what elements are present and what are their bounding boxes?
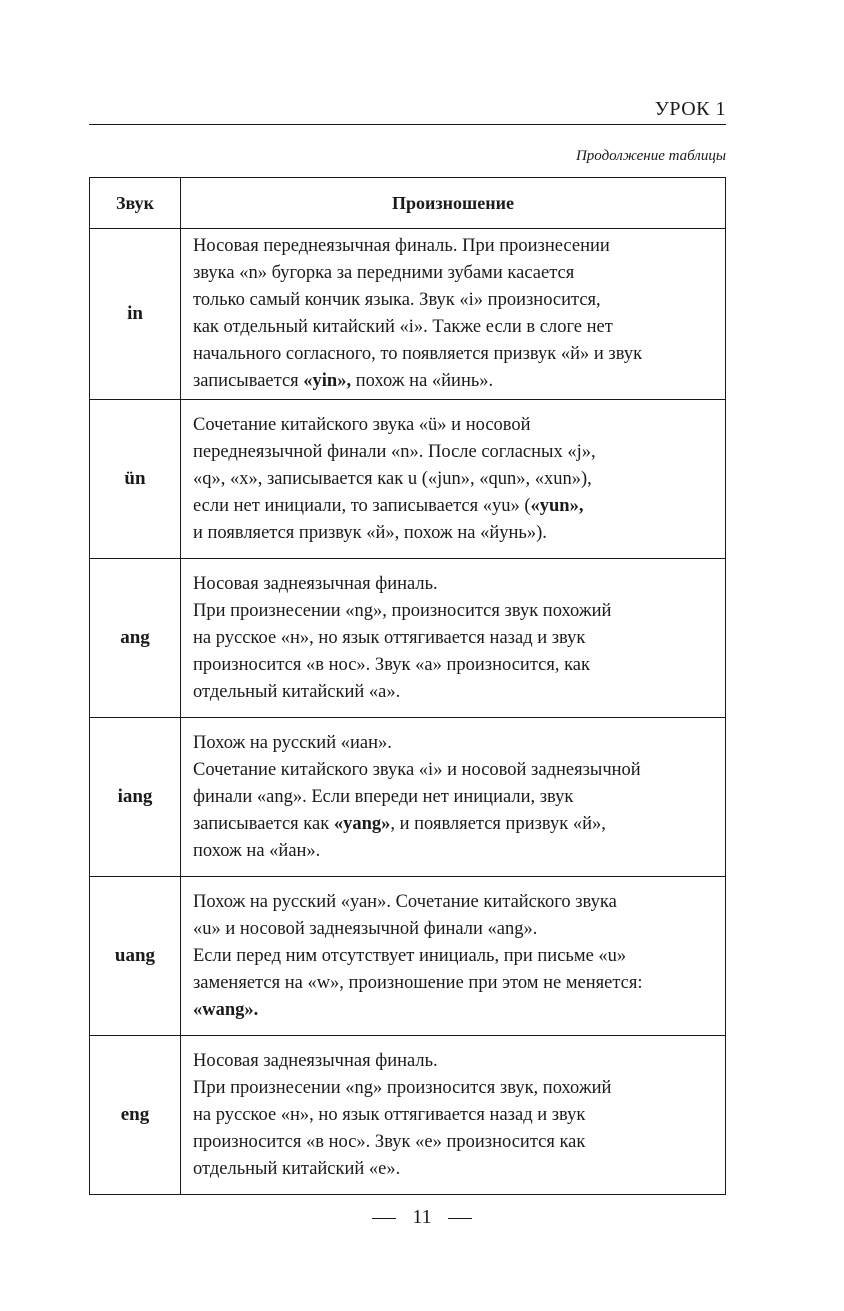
bold-term: «yang»	[333, 813, 391, 834]
pronunciation-line	[193, 889, 715, 916]
text-segment: похож на «йан».	[193, 840, 321, 861]
pronunciation-line	[193, 314, 715, 341]
text-segment: записывается как	[193, 813, 334, 834]
header-rule	[89, 124, 726, 125]
pronunciation-line	[193, 652, 715, 679]
text-segment: произносится «в нос». Звук «a» произносится, как	[193, 654, 591, 675]
pronunciation-line	[193, 1156, 715, 1183]
pronunciation-line	[193, 730, 715, 757]
table-row	[90, 877, 726, 1036]
text-segment: Сочетание китайского звука «i» и носовой заднеязычной	[193, 759, 641, 780]
pronunciation-cell	[181, 229, 726, 400]
text-segment: При произнесении «ng» произносится звук, похожий	[193, 1077, 612, 1098]
text-segment: Носовая заднеязычная финаль.	[193, 573, 438, 594]
table-row	[90, 718, 726, 877]
pronunciation-cell	[181, 1036, 726, 1195]
text-segment: Похож на русский «уан». Сочетание китайского звука	[193, 891, 617, 912]
pronunciation-line	[193, 598, 715, 625]
pronunciation-table	[89, 177, 726, 1195]
text-segment: отдельный китайский «a».	[193, 681, 401, 702]
pronunciation-cell	[181, 559, 726, 718]
text-segment: записывается	[193, 371, 304, 391]
pronunciation-cell	[181, 718, 726, 877]
sound-cell: uang	[90, 877, 181, 1036]
pronunciation-line	[193, 838, 715, 865]
text-segment: Если перед ним отсутствует инициаль, при письме «u»	[193, 945, 627, 966]
pronunciation-line	[193, 287, 715, 314]
sound-cell: eng	[90, 1036, 181, 1195]
text-segment: Носовая заднеязычная финаль.	[193, 1050, 438, 1071]
text-segment: на русское «н», но язык оттягивается назад и звук	[193, 1104, 586, 1125]
pronunciation-line	[193, 493, 715, 520]
text-segment: «u» и носовой заднеязычной финали «ang».	[193, 918, 538, 939]
text-segment: финали «ang». Если впереди нет инициали, звук	[193, 786, 574, 807]
text-segment: звука «n» бугорка за передними зубами касается	[193, 263, 575, 283]
pronunciation-line	[193, 757, 715, 784]
pronunciation-line	[193, 520, 715, 547]
column-header-pronunciation: Произношение	[181, 178, 726, 229]
pronunciation-line	[193, 916, 715, 943]
pronunciation-line	[193, 1129, 715, 1156]
pronunciation-cell	[181, 400, 726, 559]
bold-term: «yun»,	[530, 495, 584, 516]
bold-term: «yin»,	[303, 371, 352, 391]
pronunciation-line	[193, 811, 715, 838]
table-row	[90, 1036, 726, 1195]
footer-dash-right	[448, 1218, 472, 1219]
text-segment: Сочетание китайского звука «ü» и носовой	[193, 414, 531, 435]
text-segment: заменяется на «w», произношение при этом не меняется:	[193, 972, 643, 993]
page-footer	[0, 1206, 844, 1229]
pronunciation-line	[193, 997, 715, 1024]
text-segment: отдельный китайский «e».	[193, 1158, 401, 1179]
text-segment: , и появляется призвук «й»,	[390, 813, 606, 834]
text-segment: При произнесении «ng», произносится звук похожий	[193, 600, 612, 621]
pronunciation-line	[193, 625, 715, 652]
pronunciation-line	[193, 970, 715, 997]
page-number: 11	[412, 1206, 432, 1228]
sound-cell: in	[90, 229, 181, 400]
text-segment: Похож на русский «иан».	[193, 732, 392, 753]
pronunciation-line	[193, 1102, 715, 1129]
pronunciation-line	[193, 412, 715, 439]
sound-cell: ün	[90, 400, 181, 559]
text-segment: Носовая переднеязычная финаль. При произнесении	[193, 236, 610, 256]
text-segment: как отдельный китайский «i». Также если в слоге нет	[193, 317, 613, 337]
text-segment: если нет инициали, то записывается «yu» (	[193, 495, 531, 516]
pronunciation-line	[193, 233, 715, 260]
pronunciation-line	[193, 368, 715, 395]
pronunciation-line	[193, 784, 715, 811]
table-caption: Продолжение таблицы	[575, 148, 726, 164]
text-segment: и появляется призвук «й», похож на «йунь»).	[193, 522, 547, 543]
pronunciation-line	[193, 260, 715, 287]
table-row	[90, 400, 726, 559]
pronunciation-line	[193, 571, 715, 598]
pronunciation-line	[193, 439, 715, 466]
pronunciation-line	[193, 1048, 715, 1075]
text-segment: похож на «йинь».	[351, 371, 494, 391]
sound-cell: ang	[90, 559, 181, 718]
text-segment: начального согласного, то появляется призвук «й» и звук	[193, 344, 643, 364]
text-segment: произносится «в нос». Звук «e» произносится как	[193, 1131, 586, 1152]
footer-dash-left	[372, 1218, 396, 1219]
text-segment: только самый кончик языка. Звук «i» произносится,	[193, 290, 601, 310]
pronunciation-line	[193, 679, 715, 706]
text-segment: «q», «x», записывается как u («jun», «qun», «xun»),	[193, 468, 592, 489]
text-segment: переднеязычной финали «n». После согласных «j»,	[193, 441, 596, 462]
table-header-row	[90, 178, 726, 229]
column-header-sound: Звук	[90, 178, 181, 229]
pronunciation-cell	[181, 877, 726, 1036]
pronunciation-line	[193, 1075, 715, 1102]
pronunciation-line	[193, 466, 715, 493]
bold-term: «wang».	[193, 999, 259, 1020]
pronunciation-line	[193, 943, 715, 970]
chapter-title: УРОК 1	[654, 98, 726, 120]
sound-cell: iang	[90, 718, 181, 877]
table-row	[90, 559, 726, 718]
text-segment: на русское «н», но язык оттягивается назад и звук	[193, 627, 586, 648]
table-row	[90, 229, 726, 400]
pronunciation-line	[193, 341, 715, 368]
